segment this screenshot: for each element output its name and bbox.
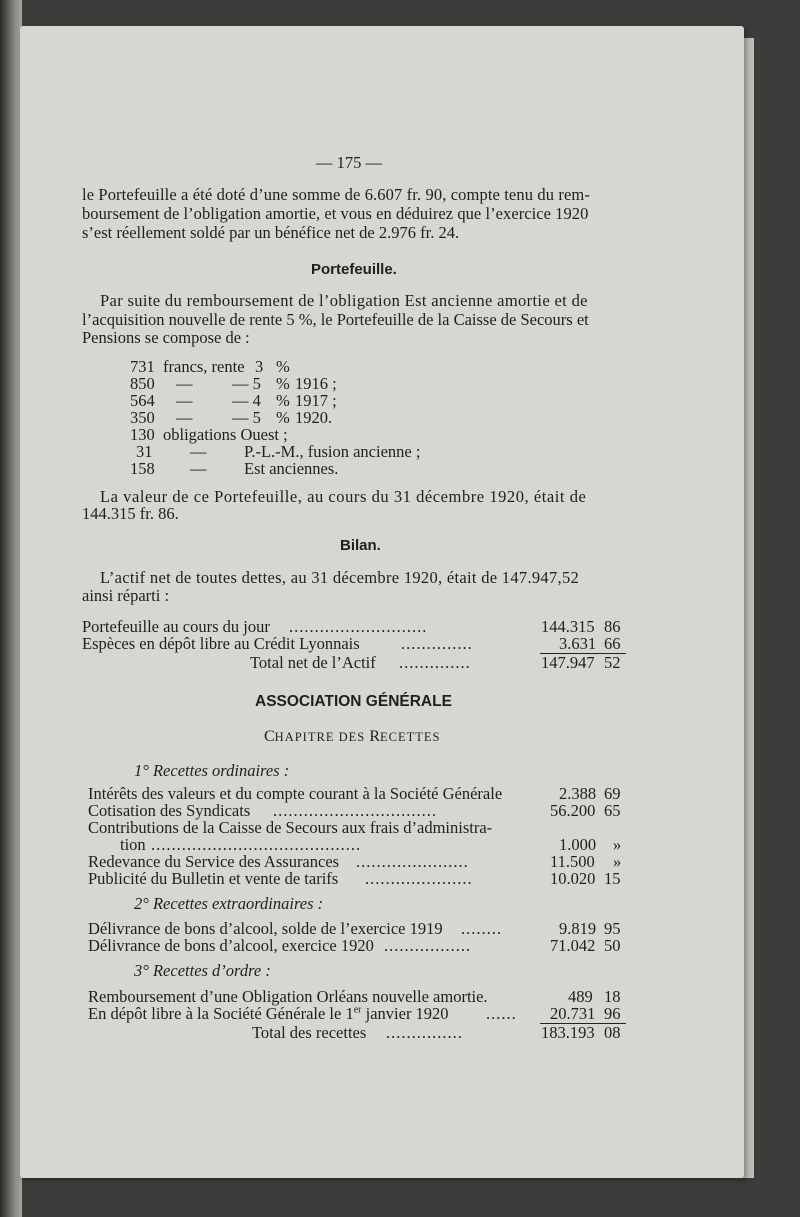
ledger-francs: 11.500 [550, 852, 595, 871]
text-line: Par suite du remboursement de l’obligation Est ancienne amortie et de [100, 291, 588, 310]
holding-desc: — [176, 391, 193, 410]
text-line: L’actif net de toutes dettes, au 31 décembre 1920, était de 147.947,52 [100, 568, 580, 587]
ledger-label: Espèces en dépôt libre au Crédit Lyonnais [82, 634, 360, 653]
ledger-label: Délivrance de bons d’alcool, exercice 1920 [88, 936, 374, 955]
holding-qty: 731 [130, 357, 155, 376]
holding-desc: — [176, 374, 193, 393]
ledger-centimes: 18 [604, 987, 621, 1006]
total-label: Total net de l’Actif [250, 653, 376, 672]
ledger-label: Contributions de la Caisse de Secours aux frais d’administra- [88, 818, 493, 837]
holding-rate: — 4 [232, 391, 261, 410]
text-line: 144.315 fr. 86. [82, 504, 179, 523]
leader-dots: ........................... [289, 617, 428, 636]
holding-desc: francs, rente [163, 357, 245, 376]
ledger-francs: 144.315 [541, 617, 595, 636]
ledger-francs: 20.731 [550, 1004, 596, 1023]
ledger-label: Remboursement d’une Obligation Orléans nouvelle amortie. [88, 987, 488, 1006]
leader-dots: ...... [486, 1004, 517, 1023]
chapter-title: CHAPITRE DES RECETTES [264, 728, 441, 745]
holding-desc: obligations Ouest ; [163, 425, 288, 444]
text-line: l’acquisition nouvelle de rente 5 %, le Portefeuille de la Caisse de Secours et [82, 310, 589, 329]
holding-percent: % [276, 374, 290, 393]
ledger-francs: 56.200 [550, 801, 596, 820]
ledger-centimes: 95 [604, 919, 621, 938]
holding-year: 1917 ; [295, 391, 337, 410]
ledger-centimes: 65 [604, 801, 621, 820]
ledger-centimes: 66 [604, 634, 621, 653]
ledger-label: Redevance du Service des Assurances [88, 852, 340, 871]
page-number: — 175 — [316, 153, 382, 172]
ledger-francs: 9.819 [559, 919, 597, 938]
text-line: Pensions se compose de : [82, 328, 250, 347]
ledger-francs: 489 [568, 987, 593, 1006]
holding-desc: — [190, 459, 207, 478]
holding-rate: — 5 [232, 374, 261, 393]
total-centimes: 08 [604, 1023, 621, 1042]
holding-qty: 350 [130, 408, 155, 427]
leader-dots: ............... [386, 1023, 463, 1042]
text-line: ainsi réparti : [82, 586, 170, 605]
holding-rate: 3 [255, 357, 264, 376]
subsection-title: 2° Recettes extraordinaires : [134, 894, 324, 913]
text-line: s’est réellement soldé par un bénéfice net de 2.976 fr. 24. [82, 223, 460, 242]
holding-name: Est anciennes. [244, 459, 339, 478]
ledger-centimes: 96 [604, 1004, 621, 1023]
holding-percent: % [276, 391, 290, 410]
ledger-centimes: 69 [604, 784, 621, 803]
leader-dots: ................................ [273, 801, 437, 820]
section-heading-association: ASSOCIATION GÉNÉRALE [255, 693, 452, 710]
leader-dots: ......................................... [151, 835, 362, 854]
holding-percent: % [276, 408, 290, 427]
leader-dots: ...................... [356, 852, 469, 871]
subsection-title: 1° Recettes ordinaires : [134, 761, 290, 780]
section-heading-portefeuille: Portefeuille. [311, 261, 397, 278]
ledger-label: Cotisation des Syndicats [88, 801, 251, 820]
ledger-label: Publicité du Bulletin et vente de tarifs [88, 869, 339, 888]
holding-qty: 564 [130, 391, 155, 410]
holding-desc: — [190, 442, 207, 461]
ledger-francs: 2.388 [559, 784, 597, 803]
total-francs: 147.947 [541, 653, 595, 672]
text-line: boursement de l’obligation amortie, et vous en déduirez que l’exercice 1920 [82, 204, 589, 223]
book-page [20, 26, 744, 1178]
ledger-francs: 71.042 [550, 936, 596, 955]
holding-qty: 158 [130, 459, 155, 478]
facing-page-edge [0, 0, 22, 1217]
leader-dots: .............. [401, 634, 473, 653]
holding-qty: 130 [130, 425, 155, 444]
ledger-label: tion [120, 835, 146, 854]
ledger-label: Délivrance de bons d’alcool, solde de l’exercice 1919 [88, 919, 443, 938]
holding-percent: % [276, 357, 290, 376]
ledger-francs: 10.020 [550, 869, 596, 888]
ledger-centimes: 86 [604, 617, 621, 636]
ledger-label: En dépôt libre à la Société Générale le 1er janvier 1920 [88, 1004, 449, 1023]
ledger-centimes: 50 [604, 936, 621, 955]
ledger-centimes: » [613, 835, 622, 854]
holding-qty: 850 [130, 374, 155, 393]
ledger-label: Intérêts des valeurs et du compte courant à la Société Générale [88, 784, 503, 803]
total-centimes: 52 [604, 653, 621, 672]
subsection-title: 3° Recettes d’ordre : [134, 961, 271, 980]
holding-name: P.-L.-M., fusion ancienne ; [244, 442, 421, 461]
holding-year: 1920. [295, 408, 333, 427]
ledger-label: Portefeuille au cours du jour [82, 617, 270, 636]
leader-dots: .............. [399, 653, 471, 672]
text-line: le Portefeuille a été doté d’une somme de 6.607 fr. 90, compte tenu du rem- [82, 185, 590, 204]
leader-dots: ..................... [365, 869, 473, 888]
total-francs: 183.193 [541, 1023, 595, 1042]
ledger-francs: 1.000 [559, 835, 597, 854]
total-label: Total des recettes [252, 1023, 367, 1042]
ledger-centimes: 15 [604, 869, 621, 888]
holding-year: 1916 ; [295, 374, 337, 393]
ledger-francs: 3.631 [559, 634, 597, 653]
holding-rate: — 5 [232, 408, 261, 427]
ledger-centimes: » [613, 852, 622, 871]
holding-desc: — [176, 408, 193, 427]
text-line: La valeur de ce Portefeuille, au cours du 31 décembre 1920, était de [100, 487, 587, 506]
leader-dots: ................. [384, 936, 472, 955]
holding-qty: 31 [136, 442, 153, 461]
leader-dots: ........ [461, 919, 502, 938]
section-heading-bilan: Bilan. [340, 537, 381, 554]
